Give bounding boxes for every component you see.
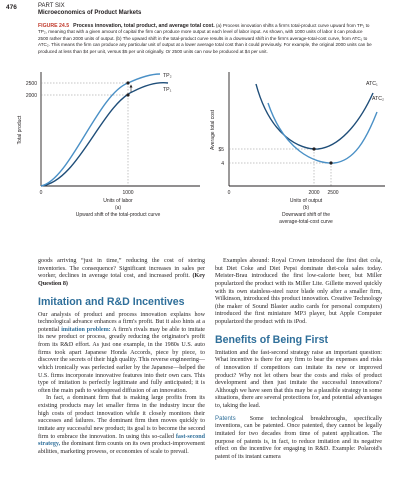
tp1-curve (41, 83, 168, 186)
panel-b-x-label: Units of output (289, 198, 323, 204)
left-paragraph-2-b: A firm's rivals may be able to imitate its new product or process, greatly reducing the originator's profit from its R&D effort. As just one example, in the 1980s U.S. auto firms took apart Japanese Honda Accords, piece by piece, to discover the secrets of their high quality. This reverse engineering—which ironically was perfected earlier by the Japanese—helped the U.S. firms incorporate innovative features into their own cars. This type of imitation is perfectly legitimate and fully anticipated; it is often the main path to widespread diffusion of an innovation. (38, 326, 205, 394)
key-question-ref: (Key Question 8) (38, 273, 205, 287)
left-paragraph-2-a: Our analysis of product and process innovation explains how technological advance enhances a firm's profit. But it also hints at a potential (38, 311, 205, 333)
left-column (38, 258, 205, 456)
panel-b-letter: (b) (302, 205, 310, 211)
right-paragraph-3 (215, 415, 382, 462)
figure-title: Process innovation, total product, and average total cost. (73, 23, 215, 29)
panel-a-x-tick-0: 0 (39, 190, 43, 196)
panel-a-y-label: Total product (17, 115, 23, 145)
panel-a-point-2000 (126, 93, 129, 96)
panel-a (17, 72, 200, 218)
left-paragraph-3-a: In fact, a dominant firm that is making large profits from its existing products may let smaller firms in the industry incur the high costs of product innovation while it closely monitors their successes and failures. The dominant firm then moves quickly to imitate any successful new product; its goal is to become the second firm to embrace the innovation. In using this so-called (38, 395, 205, 440)
left-paragraph-2 (38, 312, 205, 396)
panel-b-x-tick-0: 0 (227, 190, 231, 196)
left-paragraph-3-b: the dominant firm counts on its own product-improvement abilities, marketing prowess, or economies of scale to prevail. (38, 441, 205, 455)
panel-b-subtitle-line2: average-total-cost curve (279, 219, 333, 225)
panel-b-x-tick-2000: 2000 (308, 190, 320, 196)
panel-a-x-label: Units of labor (103, 198, 133, 204)
atc2-curve (268, 103, 377, 163)
left-paragraph-1-text: goods arriving “just in time,” reducing the cost of storing inventories. The consequence? Significant increases in sales per worker, declines in average total cost, and increased profit. (38, 258, 205, 280)
panel-b-y-label: Average total cost (210, 110, 216, 150)
atc1-label: ATC₁ (366, 81, 378, 87)
panel-a-point-2500 (126, 81, 129, 84)
keyword-fast-second: fast-second strategy, (38, 433, 206, 448)
left-paragraph-1 (38, 258, 205, 289)
page-number: 476 (6, 4, 17, 11)
right-paragraph-1: Examples abound: Royal Crown introduced the first diet cola, but Diet Coke and Diet Pepsi dominate diet-cola sales today. Meister-Brau introduced the first low-calorie beer, but Miller popularized the product with its Miller Lite. Gillette moved quickly with its own stainless-steel razor blade only after a smaller firm, Wilkinson, introduced this product innovation. Creative Technology (the maker of Sound Blaster audio cards for personal computers) introduced the first miniature MP3 player, but Apple Computer popularized the product with its iPod. (215, 258, 382, 325)
tp2-curve (41, 74, 160, 186)
panel-a-y-tick-2500: 2500 (25, 81, 37, 87)
panel-a-shift-arrowhead (130, 85, 133, 88)
panel-a-subtitle: Upward shift of the total-product curve (75, 212, 161, 218)
panel-b-x-tick-2500: 2500 (327, 190, 339, 196)
panel-b-subtitle-line1: Downward shift of the (281, 212, 331, 218)
panel-b-point-4 (329, 161, 332, 164)
runin-patents: Patents (215, 414, 236, 422)
keyword-imitation-problem: imitation problem: (61, 326, 111, 333)
panel-b (210, 72, 385, 225)
left-paragraph-3 (38, 395, 205, 456)
section-heading-benefits: Benefits of Being First (215, 333, 329, 346)
figure-caption-text: (a) Process innovation shifts a firm's total-product curve upward from TP₁ to TP₂, meaning that with a given amount of capital the firm can produce more output at each level of labor input. As shown, with 1000 units of labor it can produce 2500 rather than 2000 units of output. (b) The upward shift in the total-product curve results in a downward shift in the firm's average-total-cost curve, from ATC₁ to ATC₂. This means the firm can produce any particular unit of output at a lower average total cost than it could previously. For example, the original 2000 units can be produced at less than $4 per unit, versus $5 per unit originally. Or 2500 units can now be produced at $4 per unit. (38, 23, 372, 54)
right-column (215, 258, 382, 461)
panel-a-letter: (a) (114, 205, 122, 211)
right-paragraph-2: Imitation and the fast-second strategy raise an important question: What incentive is there for any firm to bear the expenses and risks of innovation if competitors can imitate its new or improved product? Why not let others bear the costs and risks of product development and then just imitate the successful innovations? Although we have seen that this may be a plausible strategy in some situations, there are several protections for, and potential advantages to, taking the lead. (215, 349, 382, 409)
panel-b-y-tick-4: 4 (221, 161, 224, 167)
panel-b-point-5 (312, 147, 315, 150)
chapter-title: Microeconomics of Product Markets (38, 10, 142, 16)
figure-number: FIGURE 24.5 (38, 23, 70, 29)
atc2-label: ATC₂ (372, 96, 385, 102)
panel-a-y-tick-2000: 2000 (25, 93, 37, 99)
panel-b-y-tick-5: $5 (218, 147, 224, 153)
part-label: PART SIX (38, 3, 65, 9)
tp1-label: TP₁ (163, 87, 172, 93)
tp2-label: TP₂ (163, 73, 172, 79)
panel-a-x-tick-1000: 1000 (122, 190, 134, 196)
section-heading-imitation: Imitation and R&D Incentives (38, 295, 185, 308)
right-paragraph-3-text: Some technological breakthroughs, specifically inventions, can be patented. Once patented, they cannot be legally imitated for two decades from time of patent application. The purpose of patents is, in fact, to reduce imitation and its negative effect on the incentive for engaging in R&D. Example: Polaroid's patent of its instant camera (215, 415, 382, 460)
